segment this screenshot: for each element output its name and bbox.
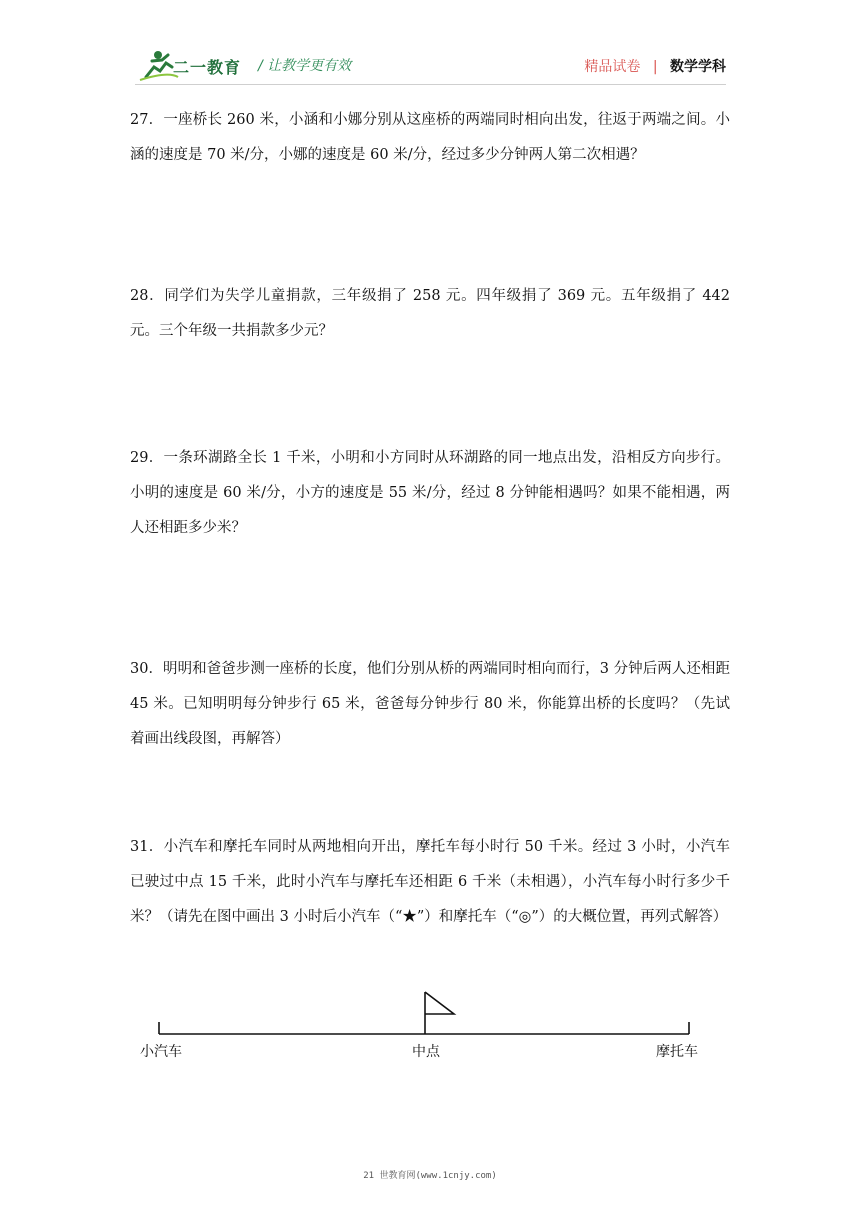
header-divider [135, 84, 726, 85]
slogan: / 让教学更有效 [258, 58, 352, 74]
question-30: 30．明明和爸爸步测一座桥的长度，他们分别从桥的两端同时相向而行，3 分钟后两人还相距 45 米。已知明明每分钟步行 65 米，爸爸每分钟步行 80 米，你能算出桥的长度吗？（先试着画出线段图，再解答） [130, 661, 730, 747]
subject-label: 数学学科 [670, 59, 726, 75]
header-separator: | [652, 59, 658, 75]
flag-icon [425, 992, 454, 1014]
line-segment-diagram [130, 985, 730, 1065]
question-28: 28．同学们为失学儿童捐款，三年级捐了 258 元。四年级捐了 369 元。五年级捐了 442 元。三个年级一共捐款多少元？ [130, 288, 730, 339]
label-motorcycle: 摩托车 [656, 1044, 698, 1060]
page-header [0, 0, 860, 90]
logo-text: 二一教育 [173, 58, 242, 77]
question-29: 29．一条环湖路全长 1 千米，小明和小方同时从环湖路的同一地点出发，沿相反方向步行。小明的速度是 60 米/分，小方的速度是 55 米/分，经过 8 分钟能相遇吗？如果不能相遇，两人还相距多少米？ [130, 450, 730, 536]
label-midpoint: 中点 [412, 1044, 440, 1060]
question-27: 27．一座桥长 260 米，小涵和小娜分别从这座桥的两端同时相向出发，往返于两端之间。小涵的速度是 70 米/分，小娜的速度是 60 米/分，经过多少分钟两人第二次相遇？ [130, 112, 730, 163]
header-right [584, 56, 726, 76]
page-footer: 21 世教育网(www.1cnjy.com) [363, 1171, 497, 1181]
label-car: 小汽车 [140, 1044, 182, 1060]
question-31: 31．小汽车和摩托车同时从两地相向开出，摩托车每小时行 50 千米。经过 3 小时，小汽车已驶过中点 15 千米，此时小汽车与摩托车还相距 6 千米（未相遇），小汽车每小时行多少千米？（请先在图中画出 3 小时后小汽车（“★”）和摩托车（“◎”）的大概位置，再列式解答） [130, 839, 730, 925]
brand-tag: 精品试卷 [584, 59, 641, 75]
